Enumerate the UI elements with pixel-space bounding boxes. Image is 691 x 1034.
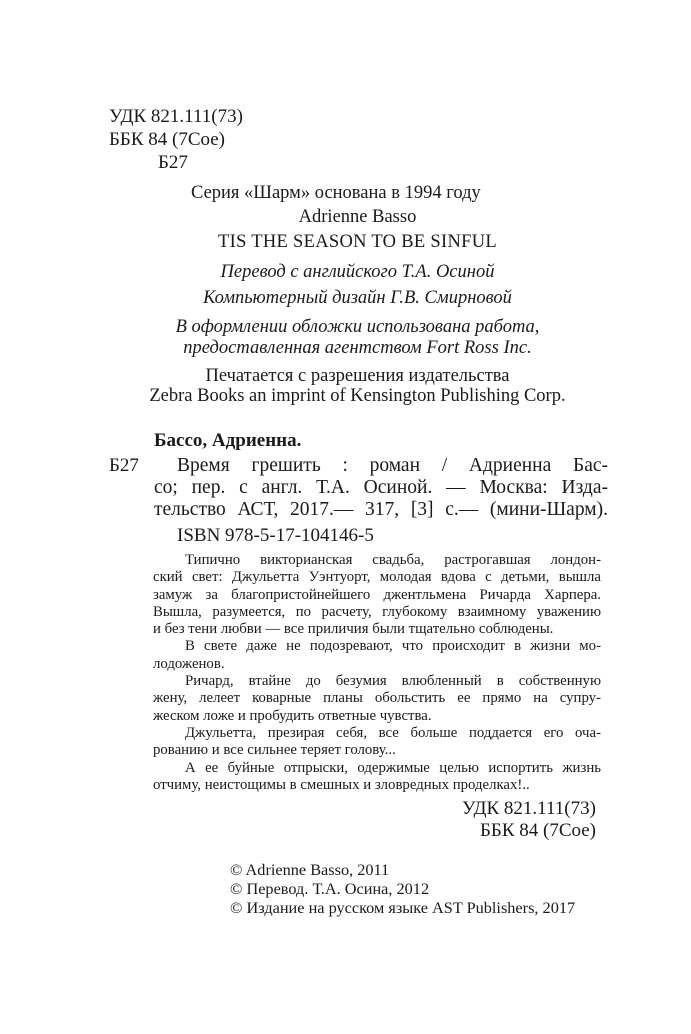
annotation-line: жену, лелеет коварные планы обольстить ее прямо на супру- — [153, 690, 601, 707]
footer-bbk-code: ББК 84 (7Сое) — [480, 820, 596, 841]
copyright-line: © Перевод. Т.А. Осина, 2012 — [230, 879, 430, 898]
design-credit: Компьютерный дизайн Г.В. Смирновой — [203, 288, 512, 308]
original-title: TIS THE SEASON TO BE SINFUL — [218, 232, 497, 252]
permission-line2: Zebra Books an imprint of Kensington Publishing Corp. — [149, 386, 566, 406]
annotation-line: отчиму, неистощимы в смешных и зловредных проделках!.. — [153, 776, 530, 793]
catalog-line: тельство АСТ, 2017.— 317, [3] с.— (мини-Шарм). — [154, 499, 608, 520]
catalog-line: со; пер. с англ. Т.А. Осиной. — Москва: Изда- — [154, 477, 608, 498]
copyright-line: © Adrienne Basso, 2011 — [230, 860, 390, 879]
annotation — [153, 552, 601, 794]
catalog-line: Время грешить : роман / Адриенна Бас- — [177, 455, 608, 476]
annotation-line: лодоженов. — [153, 655, 225, 672]
catalog-sign: Б27 — [109, 455, 139, 476]
copyright-line: © Издание на русском языке AST Publishers, 2017 — [230, 898, 576, 917]
annotation-line: Джульетта, презирая себя, все больше поддается его оча- — [185, 724, 601, 741]
annotation-line: В свете даже не подозревают, что происходит в жизни мо- — [185, 638, 601, 655]
translation-credit: Перевод с английского Т.А. Осиной — [220, 262, 495, 282]
annotation-line: Типично викторианская свадьба, растрогавшая лондон- — [185, 552, 601, 568]
catalog-author-heading: Бассо, Адриенна. — [154, 430, 302, 451]
annotation-line: рованию и все сильнее теряет голову... — [153, 742, 396, 759]
author-sign: Б27 — [158, 152, 188, 173]
annotation-line: замуж за благопристойнейшего джентльмена Ричарда Харпера. — [153, 586, 601, 603]
original-author: Adrienne Basso — [298, 207, 417, 227]
bbk-code: ББК 84 (7Сое) — [109, 129, 225, 150]
footer-udk-code: УДК 821.111(73) — [462, 798, 596, 819]
cover-credit-line2: предоставленная агентством Fort Ross Inc. — [183, 338, 532, 358]
isbn: ISBN 978-5-17-104146-5 — [177, 525, 374, 546]
annotation-line: и без тени любви — все приличия были тщательно соблюдены. — [153, 621, 554, 638]
annotation-line: Ричард, втайне до безумия влюбленный в собственную — [185, 673, 601, 690]
annotation-line: Вышла, разумеется, по расчету, глубокому взаимному уважению — [153, 603, 601, 620]
permission-line1: Печатается с разрешения издательства — [205, 366, 510, 386]
annotation-line: А ее буйные отпрыски, одержимые целью испортить жизнь — [185, 759, 601, 776]
cover-credit-line1: В оформлении обложки использована работа, — [175, 317, 540, 337]
annotation-line: жеском ложе и пробудить ответные чувства. — [153, 707, 432, 724]
udk-code: УДК 821.111(73) — [109, 106, 243, 127]
annotation-line: ский свет: Джульетта Уэнтуорт, молодая вдова с детьми, вышла — [153, 569, 601, 586]
series-note: Серия «Шарм» основана в 1994 году — [191, 183, 481, 203]
